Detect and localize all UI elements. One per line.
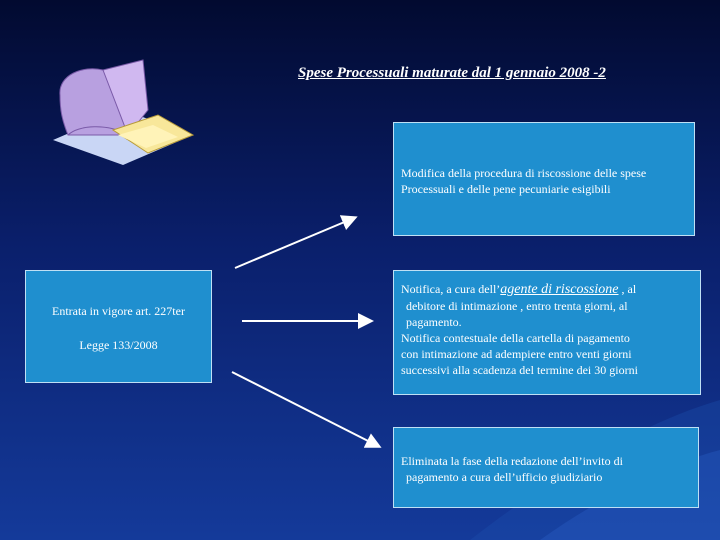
box3-line2: pagamento a cura dell’ufficio giudiziario: [406, 470, 603, 484]
box2-line6: successivi alla scadenza del termine dei 30 giorni: [401, 363, 638, 377]
box1-line1: Modifica della procedura di riscossione delle spese: [401, 166, 647, 180]
slide-title: Spese Processuali maturate dal 1 gennaio 2008 -2: [298, 65, 606, 81]
box3-line1: Eliminata la fase della redazione dell’invito di: [401, 454, 623, 468]
agent-text: agente di riscossione: [500, 282, 619, 297]
arrow-down: [232, 372, 378, 446]
box2-line3: pagamento.: [406, 315, 462, 329]
box2-line2: debitore di intimazione , entro trenta giorni, al: [406, 299, 628, 313]
box1-line2: Processuali e delle pene pecuniarie esigibili: [401, 182, 611, 196]
box2-line5: con intimazione ad adempiere entro venti giorni: [401, 347, 632, 361]
arrow-up: [235, 218, 354, 268]
box2-line4: Notifica contestuale della cartella di pagamento: [401, 331, 630, 345]
box2-line1: Notifica, a cura dell’agente di riscossione , al: [401, 282, 637, 297]
start-box-line1: Entrata in vigore art. 227ter: [52, 304, 185, 318]
start-box-line2: Legge 133/2008: [79, 338, 158, 352]
